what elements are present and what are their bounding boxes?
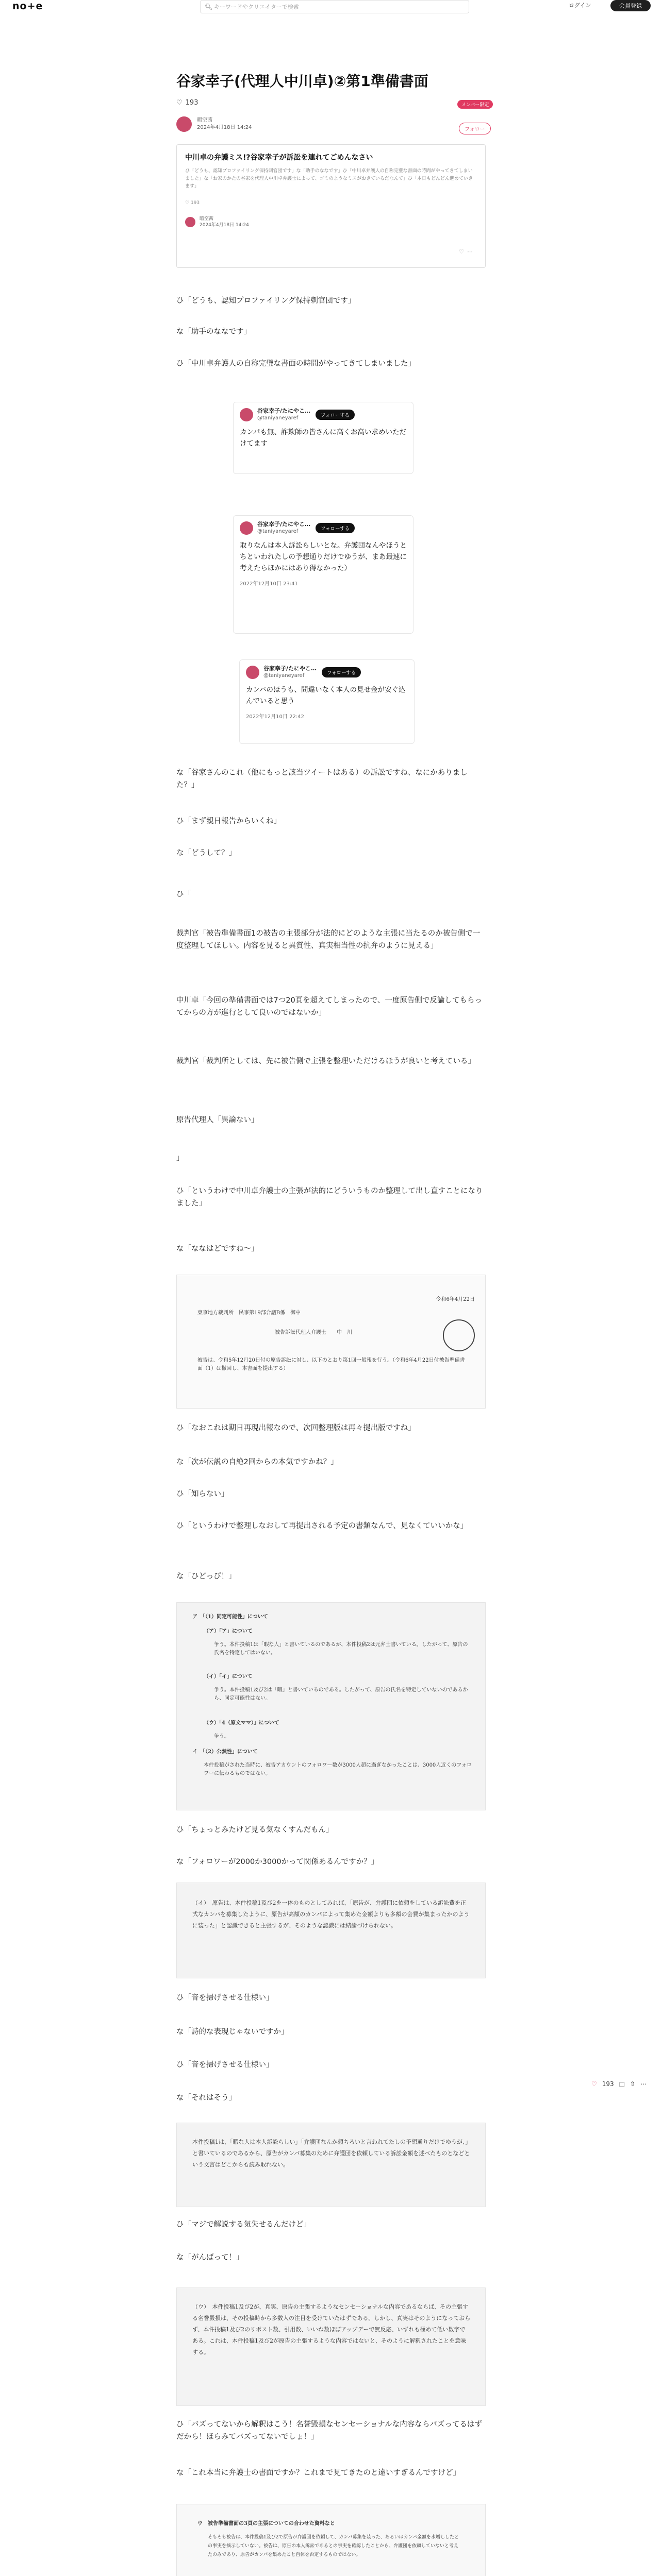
dialogue-line: な「それはそう」 xyxy=(176,2094,236,2102)
embed-excerpt: ひ「どうも、認知プロファイリング保持刺官団です」な「助手のななです」ひ「中川卓弁護人の自称完璧な書面の時間がやってきてしまいました」な「お家のかたの谷家を代理人中川卓弁護士によって、ゴミのようなミスがおきているだなんて」ひ「本日もどんどん進めていきます」 xyxy=(185,168,473,189)
heart-icon[interactable]: ♡ xyxy=(176,99,183,107)
court-document-image xyxy=(176,1883,486,1978)
embed-likes: ♡ 193 xyxy=(185,200,200,206)
doc-line: イ 「（2）公然性」について xyxy=(192,1749,258,1755)
author-row[interactable] xyxy=(176,116,252,132)
doc-agent: 被告訴訟代理人弁護士 中 川 xyxy=(275,1330,352,1335)
search-icon: 🔍︎ xyxy=(205,3,213,10)
embedded-tweet[interactable] xyxy=(239,659,415,744)
login-link[interactable]: ログイン xyxy=(569,2,591,9)
follow-button[interactable]: フォロー xyxy=(459,123,491,134)
embed-author-name: 暇空茜 xyxy=(200,216,214,222)
doc-body: そもそも被告は、本件投稿1及び2で原告が弁護団を依頼して、カンパ募集を装った、あるいはカンパ金額を水増ししたとの事実を摘示していない。被告は、原告の本人訴訟であるとの事実を確認したことから、弁護団を依頼していないと考えたのみであり、原告がカンパを集めたこと自体を否定するものではない。 xyxy=(208,2535,459,2557)
doc-line: （ア）「ア」について xyxy=(204,1629,253,1634)
dialogue-line: な「詩的な表現じゃないですか」 xyxy=(176,2028,289,2036)
heart-icon[interactable]: ♡ xyxy=(591,2080,597,2088)
dialogue-line: な「谷家さんのこれ（他にもっと該当ツイートはある）の訴訟ですね、なにかありました？」 xyxy=(176,769,468,789)
top-header xyxy=(0,0,662,14)
tweet-author-name[interactable]: 谷家幸子/たにやこ… xyxy=(263,665,317,672)
court-document-image xyxy=(176,2504,486,2576)
dialogue-line: ひ「知らない」 xyxy=(176,1490,229,1498)
court-document-image xyxy=(176,2123,486,2207)
tweet-handle: @taniyaneyaref xyxy=(263,673,305,679)
dialogue-line: ひ「なおこれは期日再現出報なので、次回整理版は再々提出版ですね」 xyxy=(176,1424,416,1432)
doc-line: （イ）「イ」について xyxy=(204,1674,253,1680)
doc-body: 本件投稿1は、「暇な人は本人訴訟らしい」「弁護団なんか頼ちろいと言われてたしの予想通りだけでゆうが、」と書いているのであるから、原告がカンパ募集のために弁護団を依頼している訴訟金額を述べたものとなどという文言はどこからも読み取れない。 xyxy=(192,2139,470,2168)
dialogue-line: 中川卓「今回の準備書面では7つ20頁を超えてしまったので、一度原告側で反論してもらってからの方が進行として良いのではないか」 xyxy=(176,996,482,1017)
dialogue-line: な「がんばって！」 xyxy=(176,2253,244,2262)
like-count[interactable]: ♡ 193 xyxy=(176,99,198,107)
dialogue-line: ひ「音を掃げさせる仕様い」 xyxy=(176,1994,274,2002)
member-only-badge: メンバー限定 xyxy=(457,100,493,109)
tweet-author-name[interactable]: 谷家幸子/たにやこ… xyxy=(257,408,311,414)
dialogue-line: ひ「まず親日報告からいくね」 xyxy=(176,817,281,825)
doc-line: ア 「（1）同定可能性」について xyxy=(192,1614,268,1620)
tweet-follow-button[interactable]: フォローする xyxy=(322,667,361,677)
doc-line: （ウ）「4（原文ママ）」について xyxy=(204,1720,279,1726)
court-document-image xyxy=(176,1275,486,1409)
dialogue-line: な「どうして？」 xyxy=(176,849,236,857)
tweet-avatar[interactable] xyxy=(246,666,259,679)
tweet-text: カンパのほうも、問違いなく本人の見せ金が安ぐ込んでいると思う xyxy=(246,686,406,705)
tweet-text: 取りなんは本人訴訟らしいとな。弁護団なんやほうとちといわれたしの予想通りだけでゆうが、まあ最速に考えたらほかにはあり得なかった） xyxy=(240,541,407,572)
floating-action-bar xyxy=(591,2080,647,2088)
share-icon[interactable]: ⇧ xyxy=(630,2080,636,2088)
dialogue-line: ひ「音を掃げさせる仕様い」 xyxy=(176,2061,274,2069)
doc-line: 本件投稿がされた当時に、被告アカウントのフォロワー数が3000人超に過ぎなかったことは、3000人近くのフォロワーに伝わるものではない。 xyxy=(204,1762,472,1776)
dialogue-line: ひ「 xyxy=(176,890,191,899)
tweet-handle: @taniyaneyaref xyxy=(257,529,299,534)
dialogue-line: 裁判官「裁判所としては、先に被告側で主張を整理いただけるほうが良いと考えている」 xyxy=(176,1057,475,1065)
doc-addressee: 東京地方裁判所 民事第19部合議B係 御中 xyxy=(197,1310,301,1316)
dialogue-line: ひ「中川卓弁護人の自称完璧な書面の時間がやってきてしまいました」 xyxy=(176,360,416,368)
tweet-avatar[interactable] xyxy=(240,408,253,421)
tweet-date[interactable]: 2022年12月10日 22:42 xyxy=(246,714,304,720)
tweet-text: カンパも無、詐欺師の皆さんに高くお高い求めいただけてます xyxy=(240,428,407,448)
note-logo[interactable]: no+e xyxy=(12,1,43,12)
author-avatar[interactable] xyxy=(176,116,192,132)
embedded-tweet[interactable] xyxy=(233,515,413,634)
doc-body: （ウ） 本件投稿1及び2が、真実、原告の主張するようなセンセーショナルな内容であるならば、その主張する名誉毀損は、その投稿時から多数人の注目を受けていたはずである。しかし、真実はそのようになっておらず、本件投稿1及び2のリポスト数、引用数、いいね数ほぼアップデーで無反応、いずれも極めて低い数字である。これは、本件投稿1及び2が原告の主張するような内容ではないと、そのように解釈されたことを意味する。 xyxy=(192,2303,471,2355)
doc-body: （イ） 原告は、本件投稿1及び2を一体のものとしてみれば、「原告が、弁護団に依頼をしている訴訟費を正式なカンパを募集したように、原告が高額のカンパによって集めた金額よりも多額の会費が集まったかのように装った」と認識できると主張するが、そのような認識には結論づけられない。 xyxy=(192,1900,470,1929)
more-icon[interactable]: ⋯ xyxy=(640,2080,647,2088)
doc-line: 争う。本件投稿1及び2は「暇」と書いているのである。したがって、原告の氏名を特定していないのであるから、同定可能性はない。 xyxy=(214,1687,468,1701)
dialogue-line: 原告代理人「異論ない」 xyxy=(176,1116,259,1124)
tweet-date[interactable]: 2022年12月10日 23:41 xyxy=(240,581,298,587)
dialogue-line: ひ「どうも、認知プロファイリング保持刺官団です」 xyxy=(176,297,356,305)
dialogue-line: な「これ本当に弁護士の書面ですか？これまで見てきたのと違いすぎるんですけど」 xyxy=(176,2469,460,2477)
seal-icon xyxy=(443,1319,475,1351)
comment-icon[interactable]: □ xyxy=(619,2080,625,2088)
doc-line: 争う。 xyxy=(214,1734,229,1739)
embed-author-avatar xyxy=(185,217,195,227)
court-document-image xyxy=(176,1602,486,1810)
dialogue-line: ひ「マジで解説する気失せるんだけど」 xyxy=(176,2221,311,2229)
embedded-tweet[interactable] xyxy=(233,402,413,474)
embed-date: 2024年4月18日 14:24 xyxy=(200,223,249,228)
dialogue-line: ひ「バズってないから解釈はこう！名誉毀損なセンセーショナルな内容ならバズってるはずだから！ほらみてバズってないでしょ！」 xyxy=(176,2420,482,2441)
doc-date: 令和6年4月22日 xyxy=(436,1297,475,1302)
author-name[interactable]: 暇空茜 xyxy=(197,117,212,123)
dialogue-line: な「フォロワーが2000か3000かって関係あるんですか？」 xyxy=(176,1858,379,1866)
court-document-image xyxy=(176,2287,486,2406)
tweet-avatar[interactable] xyxy=(240,521,253,535)
dialogue-line: 」 xyxy=(176,1154,184,1162)
tweet-author-name[interactable]: 谷家幸子/たにやこ… xyxy=(257,521,311,528)
embed-actions-icon[interactable]: ♡⋯ xyxy=(459,248,476,255)
dialogue-line: ひ「ちょっとみたけど見る気なくすんだもん」 xyxy=(176,1826,334,1834)
search-placeholder: キーワードやクリエイターで検索 xyxy=(214,4,299,10)
article-title: 谷家幸子(代理人中川卓)②第1準備書面 xyxy=(176,73,428,90)
dialogue-line: な「ひどっぴ！」 xyxy=(176,1572,236,1581)
embed-author xyxy=(185,216,477,228)
dialogue-line: な「助手のななです」 xyxy=(176,328,251,336)
tweet-follow-button[interactable]: フォローする xyxy=(316,410,355,420)
tweet-follow-button[interactable]: フォローする xyxy=(316,523,355,533)
dialogue-line: 裁判官「被告準備書面1の被告の主張部分が法的にどのような主張に当たるのか被告側で一度整理してほしい。内容を見ると異質性、真実相当性の抗弁のように見える」 xyxy=(176,929,481,950)
tweet-handle: @taniyaneyaref xyxy=(257,415,299,421)
dialogue-line: ひ「というわけで整理しなおして再提出される予定の書類なんで、見なくていいかな」 xyxy=(176,1522,468,1530)
signup-button[interactable]: 会員登録 xyxy=(610,0,651,11)
side-like-count: 193 xyxy=(602,2080,614,2088)
post-date: 2024年4月18日 14:24 xyxy=(197,125,252,130)
embedded-article-card[interactable] xyxy=(176,144,486,268)
dialogue-line: な「次が伝説の自絶2回からの本気ですかね？」 xyxy=(176,1458,338,1466)
search-input[interactable] xyxy=(200,0,469,13)
doc-heading: ウ 被告準備書面の3頁の主張についての合わせた資料なと xyxy=(197,2521,335,2527)
dialogue-line: な「ななはどですね〜」 xyxy=(176,1245,259,1253)
doc-body: 被告は、令和5年12月20日付の原告訴訟に対し、以下のとおり第1回一般報を行う。（令和6年4月22日付被告準備書面（1）は撤回し、本書面を提出する） xyxy=(197,1358,465,1371)
dialogue-line: ひ「というわけで中川卓弁護士の主張が法的にどういうものか整理して出し直すことになりました」 xyxy=(176,1187,483,1208)
doc-line: 争う。本件投稿1は「暇な人」と書いているのであるが、本件投稿2は元弁士書いている。したがって、原告の氏名を特定してはいない。 xyxy=(214,1642,468,1656)
embed-title: 中川卓の弁護ミス!?谷家幸子が訴訟を連れてごめんなさい xyxy=(185,154,373,162)
